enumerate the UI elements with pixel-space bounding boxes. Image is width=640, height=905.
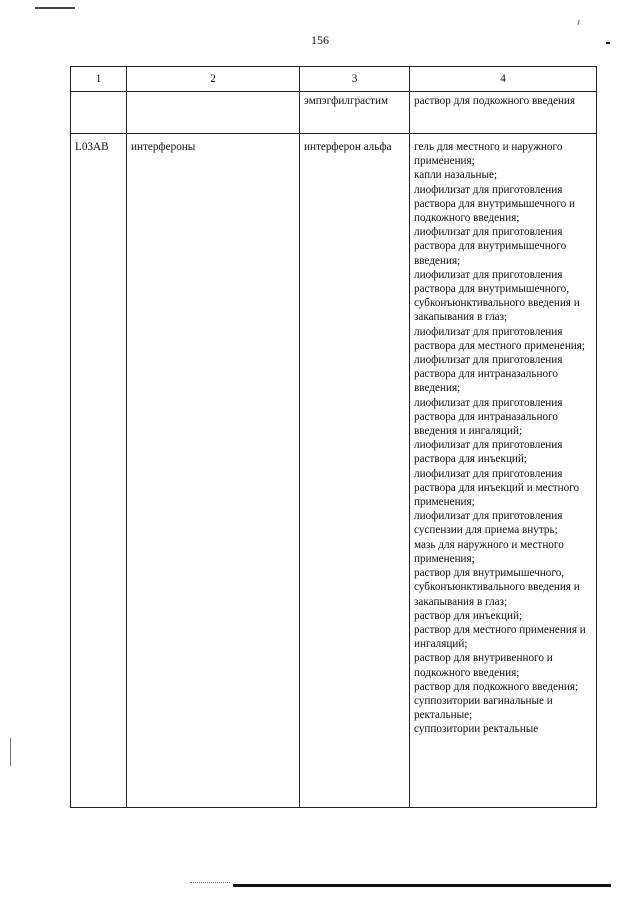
dosage-form-item: лиофилизат для приготовления раствора для инъекций и местного применения; bbox=[414, 467, 580, 509]
dosage-form-item: лиофилизат для приготовления раствора для внутримышечного введения; bbox=[414, 226, 567, 267]
dosage-form-item: раствор для подкожного введения bbox=[414, 95, 576, 107]
dosage-form-item: суппозитории ректальные bbox=[414, 723, 539, 736]
scan-artifact-dots bbox=[190, 882, 230, 884]
dosage-form-item: лиофилизат для приготовления раствора для местного применения; bbox=[414, 325, 586, 352]
dosage-forms-cell bbox=[410, 92, 597, 134]
dosage-form-item: раствор для внутримышечного, субконъюнктивального введения и закапывания в глаз; bbox=[414, 567, 580, 608]
atc-code-cell bbox=[71, 92, 127, 134]
dosage-form-item: лиофилизат для приготовления раствора для инъекций; bbox=[414, 439, 563, 466]
dosage-form-item: мазь для наружного и местного применения; bbox=[414, 538, 564, 565]
atc-code-cell: L03AB bbox=[71, 134, 127, 808]
dosage-form-item: раствор для местного применения и ингаляций; bbox=[414, 623, 586, 651]
scan-artifact-line bbox=[35, 7, 75, 9]
dosage-form-item: раствор для подкожного введения; bbox=[414, 680, 579, 693]
dosage-form-item: капли назальные; bbox=[414, 169, 498, 182]
scan-artifact-bottom-bar bbox=[233, 884, 611, 887]
table-row bbox=[71, 134, 597, 808]
dosage-form-item: суппозитории вагинальные и ректальные; bbox=[414, 694, 553, 722]
header-cell-3: 3 bbox=[300, 67, 410, 92]
substance-cell: эмпэгфилграстим bbox=[300, 92, 410, 134]
dosage-forms-cell bbox=[410, 134, 597, 808]
substance-cell: интерферон альфа bbox=[300, 134, 410, 808]
dosage-form-item: раствор для инъекций; bbox=[414, 609, 523, 622]
header-cell-4: 4 bbox=[410, 67, 597, 92]
table-row bbox=[71, 92, 597, 134]
scan-artifact-margin-mark bbox=[10, 738, 11, 766]
dosage-forms-list bbox=[414, 94, 593, 108]
group-cell: интерфероны bbox=[127, 134, 300, 808]
drug-table bbox=[70, 66, 597, 808]
table-header-row bbox=[71, 67, 597, 92]
header-cell-1: 1 bbox=[71, 67, 127, 92]
group-cell bbox=[127, 92, 300, 134]
dosage-form-item: гель для местного и наружного применения; bbox=[414, 141, 563, 168]
dosage-form-item: лиофилизат для приготовления суспензии для приема внутрь; bbox=[414, 510, 563, 537]
dosage-form-item: лиофилизат для приготовления раствора для внутримышечного и подкожного введения; bbox=[414, 183, 576, 225]
header-cell-2: 2 bbox=[127, 67, 300, 92]
dosage-forms-list bbox=[414, 140, 593, 737]
scan-artifact-tick bbox=[577, 20, 580, 25]
page-number: 156 bbox=[311, 33, 329, 47]
dosage-form-item: лиофилизат для приготовления раствора для интраназального введения; bbox=[414, 354, 563, 395]
dosage-form-item: лиофилизат для приготовления раствора для внутримышечного, субконъюнктивального введения и закапывания в глаз; bbox=[414, 268, 580, 324]
dosage-form-item: лиофилизат для приготовления раствора для интраназального введения и ингаляций; bbox=[414, 396, 563, 438]
dosage-form-item: раствор для внутривенного и подкожного введения; bbox=[414, 652, 553, 679]
